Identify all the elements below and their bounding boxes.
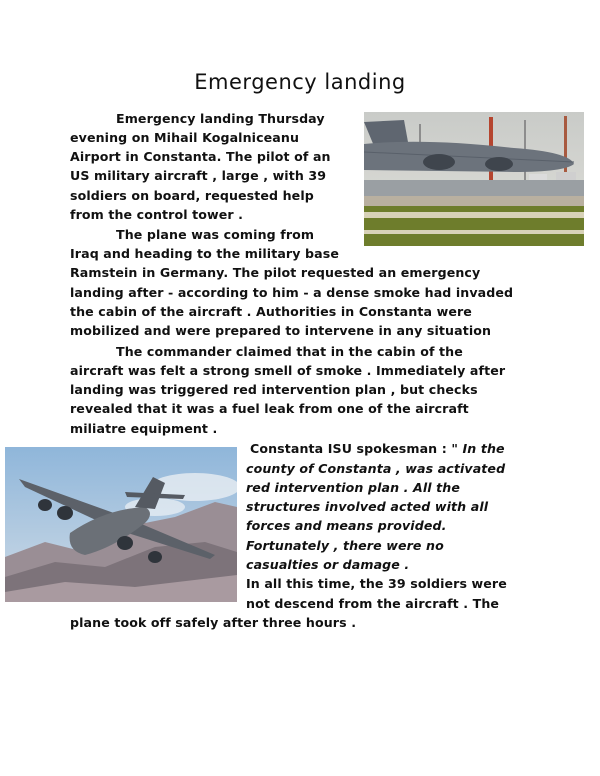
paragraph-2-line: mobilized and were prepared to intervene in any situation <box>70 323 492 338</box>
paragraph-3-line: landing was triggered red intervention plan , but checks <box>70 382 478 397</box>
quote-line: structures involved acted with all <box>246 499 489 514</box>
paragraph-2-line: The plane was coming from <box>116 227 315 242</box>
page-title: Emergency landing <box>194 70 406 94</box>
quote-first-line <box>250 441 505 457</box>
quote-line: county of Constanta , was activated <box>246 461 506 476</box>
paragraph-1-line: soldiers on board, requested help <box>70 188 314 203</box>
paragraph-2-line: the cabin of the aircraft . Authorities in Constanta were <box>70 304 472 319</box>
paragraph-2-line: Ramstein in Germany. The pilot requested an emergency <box>70 265 481 280</box>
quote-line: red intervention plan . All the <box>246 480 461 495</box>
paragraph-2-line: landing after - according to him - a dense smoke had invaded <box>70 285 514 300</box>
flight-photo <box>5 447 237 602</box>
paragraph-2-line: Iraq and heading to the military base <box>70 246 339 261</box>
spokesman-label: Constanta ISU spokesman : <box>250 441 452 456</box>
paragraph-1-line: Airport in Constanta. The pilot of an <box>70 149 331 164</box>
paragraph-4-line: plane took off safely after three hours . <box>70 615 357 630</box>
quote-line: forces and means provided. <box>246 518 447 533</box>
quote-text: " In the <box>451 441 505 456</box>
paragraph-3-line: miliatre equipment . <box>70 421 218 436</box>
runway-photo <box>364 112 584 246</box>
paragraph-3-line: aircraft was felt a strong smell of smoke . Immediately after <box>70 363 506 378</box>
paragraph-3-line: revealed that it was a fuel leak from one of the aircraft <box>70 401 469 416</box>
quote-line: Fortunately , there were no <box>246 538 444 553</box>
paragraph-1-line: Emergency landing Thursday <box>116 111 325 126</box>
paragraph-4-line: In all this time, the 39 soldiers were <box>246 576 507 591</box>
quote-line: casualties or damage . <box>246 557 410 572</box>
paragraph-1-line: evening on Mihail Kogalniceanu <box>70 130 300 145</box>
paragraph-1-line: from the control tower . <box>70 207 244 222</box>
paragraph-4-line: not descend from the aircraft . The <box>246 596 500 611</box>
paragraph-3-line: The commander claimed that in the cabin of the <box>116 344 463 359</box>
paragraph-1-line: US military aircraft , large , with 39 <box>70 168 327 183</box>
